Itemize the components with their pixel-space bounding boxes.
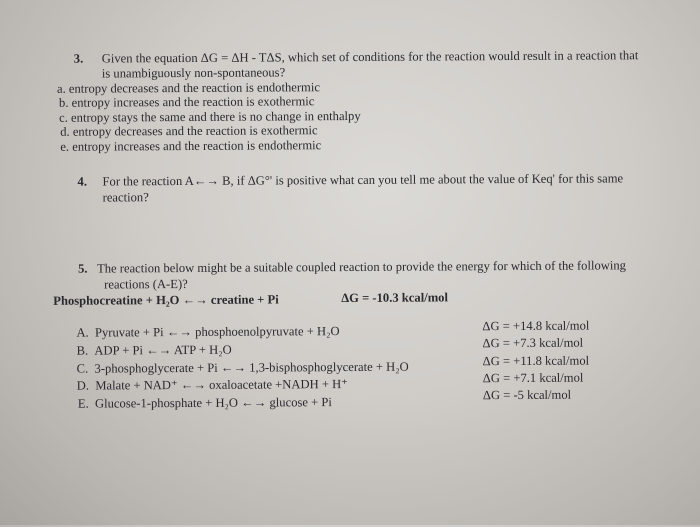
q3-text-line2: is unambiguously non-spontaneous? bbox=[101, 65, 286, 81]
q5-option-a-dg: ΔG = +14.8 kcal/mol bbox=[482, 318, 590, 334]
option-letter: b. bbox=[58, 95, 69, 110]
option-letter: A. bbox=[76, 325, 89, 340]
q4-text-line2: reaction? bbox=[102, 190, 149, 205]
option-letter: e. bbox=[60, 139, 70, 154]
option-reaction: Glucose-1-phosphate + H₂O ←→ glucose + Pi bbox=[94, 395, 332, 411]
option-letter: E. bbox=[77, 396, 89, 411]
q4-text-line1: For the reaction A←→ B, if ΔG°' is positive what can you tell me about the value of Keq' for this same bbox=[102, 171, 624, 189]
option-text: entropy increases and the reaction is endothermic bbox=[72, 138, 322, 154]
coupled-reaction: Phosphocreatine + H₂O ←→ creatine + Pi bbox=[53, 292, 279, 308]
option-reaction: Malate + NAD⁺ ←→ oxaloacetate +NADH + H⁺ bbox=[95, 377, 348, 393]
option-letter: C. bbox=[76, 361, 89, 376]
q3-number: 3. bbox=[73, 51, 84, 66]
q5-option-c bbox=[77, 360, 409, 376]
option-reaction: Pyruvate + Pi ←→ phosphoenolpyruvate + H₂O bbox=[94, 324, 340, 340]
option-letter: c. bbox=[59, 110, 68, 125]
option-reaction: ADP + Pi ←→ ATP + H₂O bbox=[94, 342, 232, 358]
q5-option-b-dg: ΔG = +7.3 kcal/mol bbox=[482, 335, 584, 351]
q5-option-d-dg: ΔG = +7.1 kcal/mol bbox=[482, 370, 584, 386]
q5-option-e-dg: ΔG = -5 kcal/mol bbox=[482, 387, 572, 403]
q3-option-b bbox=[59, 94, 314, 110]
q5-option-c-dg: ΔG = +11.8 kcal/mol bbox=[482, 353, 590, 369]
coupled-reaction-dg: ΔG = -10.3 kcal/mol bbox=[341, 290, 449, 306]
question-3 bbox=[0, 0, 698, 154]
q5-option-a bbox=[76, 324, 339, 340]
q3-option-d bbox=[60, 123, 317, 139]
q5-option-e bbox=[78, 395, 332, 411]
q5-text-line2: reactions (A-E)? bbox=[104, 276, 188, 292]
option-letter: D. bbox=[76, 378, 90, 393]
option-text: entropy stays the same and there is no change in enthalpy bbox=[70, 108, 361, 125]
option-text: entropy decreases and the reaction is exothermic bbox=[72, 123, 318, 139]
q5-option-b bbox=[77, 343, 232, 358]
option-letter: a. bbox=[56, 81, 66, 96]
q5-number: 5. bbox=[78, 261, 88, 276]
q4-number: 4. bbox=[77, 174, 88, 189]
q3-text-line1: Given the equation ΔG = ΔH - TΔS, which set of conditions for the reaction would result in a reaction that bbox=[101, 48, 639, 66]
option-text: entropy increases and the reaction is exothermic bbox=[71, 94, 315, 110]
q3-option-e bbox=[60, 138, 321, 154]
option-text: entropy decreases and the reaction is endothermic bbox=[68, 80, 320, 96]
q5-text-line1: The reaction below might be a suitable coupled reaction to provide the energy for which of the following bbox=[97, 258, 626, 276]
option-reaction: 3-phosphoglycerate + Pi ←→ 1,3-bisphosphoglycerate + H₂O bbox=[94, 359, 409, 376]
q5-option-d bbox=[77, 377, 348, 393]
option-letter: B. bbox=[76, 343, 89, 358]
option-letter: d. bbox=[60, 124, 70, 139]
